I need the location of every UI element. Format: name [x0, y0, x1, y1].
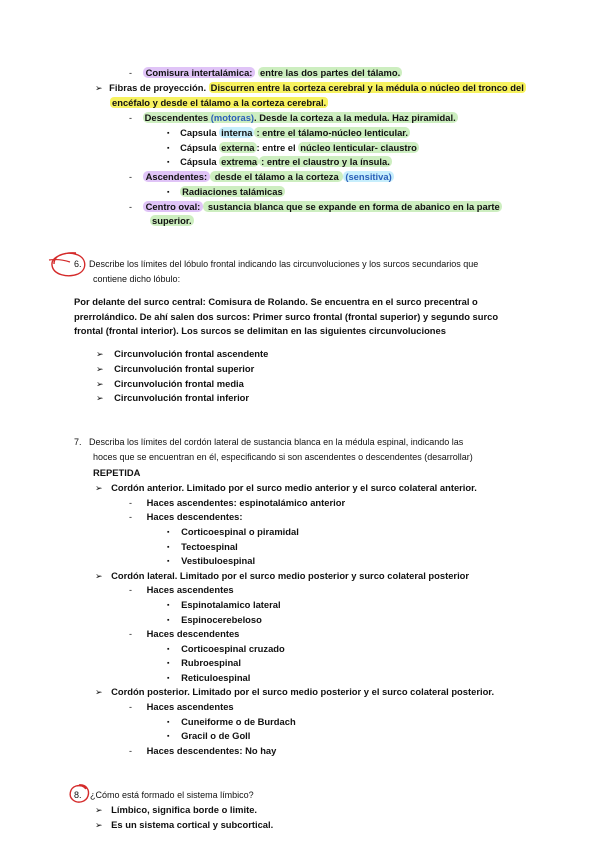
arrow-marker: ➢	[95, 83, 103, 93]
commissure-text: entre las dos partes del tálamo.	[260, 67, 401, 78]
tract-item	[167, 729, 250, 743]
motor-paren: (motoras)	[210, 112, 255, 123]
tract-text: Tectoespinal	[181, 541, 238, 552]
q8-answer-line	[95, 818, 273, 832]
projection-fibers-text-2: encéfalo y desde el tálamo a la corteza cerebral.	[112, 97, 327, 108]
external-capsule-text: núcleo lenticular- claustro	[300, 142, 417, 153]
q8-question: ¿Cómo está formado el sistema límbico?	[90, 790, 254, 800]
square-bullet: ▪	[167, 617, 170, 624]
tract-item	[167, 613, 262, 627]
capsule-word: Cápsula	[180, 142, 220, 153]
lateral-asc-text: Haces ascendentes	[146, 584, 234, 595]
internal-word: interna	[221, 127, 253, 138]
posterior-asc-text: Haces ascendentes	[146, 701, 234, 712]
dash-marker: -	[129, 585, 132, 595]
anterior-desc-text: Haces descendentes:	[146, 511, 243, 522]
square-bullet: ▪	[167, 529, 170, 536]
q8-number: 8.	[74, 790, 82, 800]
q8-line	[74, 789, 254, 802]
anterior-asc-text: Haces ascendentes: espinotalámico anterior	[146, 497, 346, 508]
square-bullet: ▪	[167, 544, 170, 551]
q8-answer-2: Es un sistema cortical y subcortical.	[111, 819, 274, 830]
external-word: externa	[221, 142, 255, 153]
q7-number: 7.	[74, 437, 82, 447]
descending-label: Descendentes	[144, 112, 209, 123]
tract-item	[167, 525, 299, 539]
internal-capsule-line	[167, 126, 410, 140]
q6-line-1	[74, 258, 478, 271]
q6-line-2	[93, 273, 180, 286]
q6-item	[96, 347, 268, 361]
dash-marker: -	[129, 172, 132, 182]
tract-text: Corticoespinal o piramidal	[181, 526, 299, 537]
square-bullet: ▪	[167, 675, 170, 682]
square-bullet: ▪	[167, 719, 170, 726]
lateral-cord-line	[95, 569, 469, 583]
posterior-cord-text: Cordón posterior. Limitado por el surco medio posterior y el surco colateral posterior.	[111, 686, 495, 697]
dash-marker: -	[129, 113, 132, 123]
lateral-desc-line	[129, 627, 239, 641]
anterior-cord-line	[95, 481, 477, 495]
tract-item	[167, 656, 241, 670]
q6-item	[96, 362, 254, 376]
extreme-word: extrema	[221, 156, 258, 167]
anterior-desc-line	[129, 510, 243, 524]
square-bullet: ▪	[167, 130, 170, 137]
extreme-capsule-text: : entre el claustro y la ínsula.	[261, 156, 390, 167]
anterior-asc-line	[129, 496, 345, 510]
arrow-marker: ➢	[96, 393, 104, 403]
dash-marker: -	[129, 498, 132, 508]
q6-item-text: Circunvolución frontal media	[114, 378, 244, 389]
q6-number: 6.	[74, 259, 82, 269]
dash-marker: -	[129, 68, 132, 78]
square-bullet: ▪	[167, 660, 170, 667]
dash-marker: -	[129, 746, 132, 756]
square-bullet: ▪	[167, 733, 170, 740]
arrow-marker: ➢	[96, 379, 104, 389]
extreme-capsule-line	[167, 155, 392, 169]
projection-fibers-line-2	[110, 96, 328, 109]
square-bullet: ▪	[167, 646, 170, 653]
descending-text: . Desde la corteza a la medula. Haz piramidal.	[254, 112, 456, 123]
tract-text: Rubroespinal	[181, 657, 241, 668]
dash-marker: -	[129, 629, 132, 639]
q6-item	[96, 391, 249, 405]
tract-text: Espinotalamico lateral	[181, 599, 281, 610]
tract-item	[167, 671, 250, 685]
tract-text: Espinocerebeloso	[181, 614, 262, 625]
posterior-cord-line	[95, 685, 494, 699]
arrow-marker: ➢	[96, 364, 104, 374]
external-capsule-line	[167, 141, 419, 155]
arrow-marker: ➢	[95, 571, 103, 581]
commissure-line	[129, 66, 402, 80]
q8-answer-1: Límbico, significa borde o limite.	[111, 804, 258, 815]
tract-item	[167, 554, 255, 568]
q7-repeated-label: REPETIDA	[93, 467, 141, 478]
internal-capsule-text: : entre el tálamo-núcleo lenticular.	[256, 127, 409, 138]
tract-item	[167, 598, 281, 612]
q6-item-text: Circunvolución frontal inferior	[114, 392, 250, 403]
thalamic-radiations-text: Radiaciones talámicas	[182, 186, 283, 197]
posterior-asc-line	[129, 700, 234, 714]
arrow-marker: ➢	[95, 483, 103, 493]
descending-line	[129, 111, 458, 125]
posterior-desc-line	[129, 744, 276, 758]
q6-question-1: Describe los límites del lóbulo frontal indicando las circunvoluciones y los surcos secundarios que	[89, 259, 479, 269]
tract-text: Gracil o de Goll	[181, 730, 251, 741]
arrow-marker: ➢	[96, 349, 104, 359]
projection-fibers-line	[95, 81, 526, 95]
square-bullet: ▪	[167, 558, 170, 565]
q6-question-2: contiene dicho lóbulo:	[93, 274, 181, 284]
dash-marker: -	[129, 202, 132, 212]
q7-line-2: hoces que se encuentran en él, especificando si son ascendentes o descendentes (desarrollar)	[93, 452, 473, 462]
sensory-paren: (sensitiva)	[345, 171, 392, 182]
tract-text: Reticuloespinal	[181, 672, 251, 683]
lateral-desc-text: Haces descendentes	[146, 628, 240, 639]
anterior-cord-text: Cordón anterior. Limitado por el surco medio anterior y el surco colateral anterior.	[111, 482, 477, 493]
q8-answer-line	[95, 803, 257, 817]
lateral-cord-text: Cordón lateral. Limitado por el surco medio posterior y surco colateral posterior	[111, 570, 470, 581]
q7-line-1	[74, 436, 463, 449]
arrow-marker: ➢	[95, 687, 103, 697]
lateral-asc-line	[129, 583, 234, 597]
arrow-marker: ➢	[95, 805, 103, 815]
oval-center-line	[129, 200, 502, 214]
thalamic-radiations-line	[167, 185, 285, 199]
arrow-marker: ➢	[95, 820, 103, 830]
tract-item	[167, 642, 285, 656]
dash-marker: -	[129, 512, 132, 522]
q6-item-text: Circunvolución frontal ascendente	[114, 348, 269, 359]
commissure-label: Comisura intertalámica:	[143, 67, 256, 78]
q6-answer-1: Por delante del surco central: Comisura de Rolando. Se encuentra en el surco precentral o	[74, 296, 478, 307]
tract-text: Cuneiforme o de Burdach	[181, 716, 296, 727]
ascending-label: Ascendentes:	[143, 171, 210, 182]
tract-text: Corticoespinal cruzado	[181, 643, 285, 654]
posterior-desc-text: Haces descendentes: No hay	[146, 745, 277, 756]
q6-answer-2: prerrolándico. De ahí salen dos surcos: Primer surco frontal (frontal superior) y segundo surco	[74, 311, 499, 322]
capsule-word: Cápsula	[180, 156, 220, 167]
oval-center-text-2: superior.	[152, 215, 192, 226]
projection-fibers-label: Fibras de proyección.	[109, 82, 207, 93]
q6-item-text: Circunvolución frontal superior	[114, 363, 255, 374]
ascending-text: desde el tálamo a la corteza	[212, 171, 342, 182]
ascending-line	[129, 170, 394, 184]
external-between: : entre el	[256, 142, 299, 153]
oval-center-label: Centro oval:	[143, 201, 204, 212]
projection-fibers-text: Discurren entre la corteza cerebral y la médula o núcleo del tronco del	[210, 82, 524, 93]
tract-item	[167, 540, 238, 554]
square-bullet: ▪	[167, 145, 170, 152]
square-bullet: ▪	[167, 159, 170, 166]
square-bullet: ▪	[167, 602, 170, 609]
oval-center-text: sustancia blanca que se expande en forma de abanico en la parte	[205, 201, 500, 212]
q6-item	[96, 377, 244, 391]
dash-marker: -	[129, 702, 132, 712]
tract-text: Vestibuloespinal	[181, 555, 256, 566]
q7-question-1: Describa los límites del cordón lateral de sustancia blanca en la médula espinal, indicando las	[89, 437, 464, 447]
q6-answer-3: frontal (frontal interior). Los surcos se delimitan en las siguientes circunvoluciones	[74, 325, 446, 336]
square-bullet: ▪	[167, 189, 170, 196]
capsule-word: Capsula	[180, 127, 220, 138]
oval-center-line-2	[150, 214, 194, 227]
tract-item	[167, 715, 296, 729]
